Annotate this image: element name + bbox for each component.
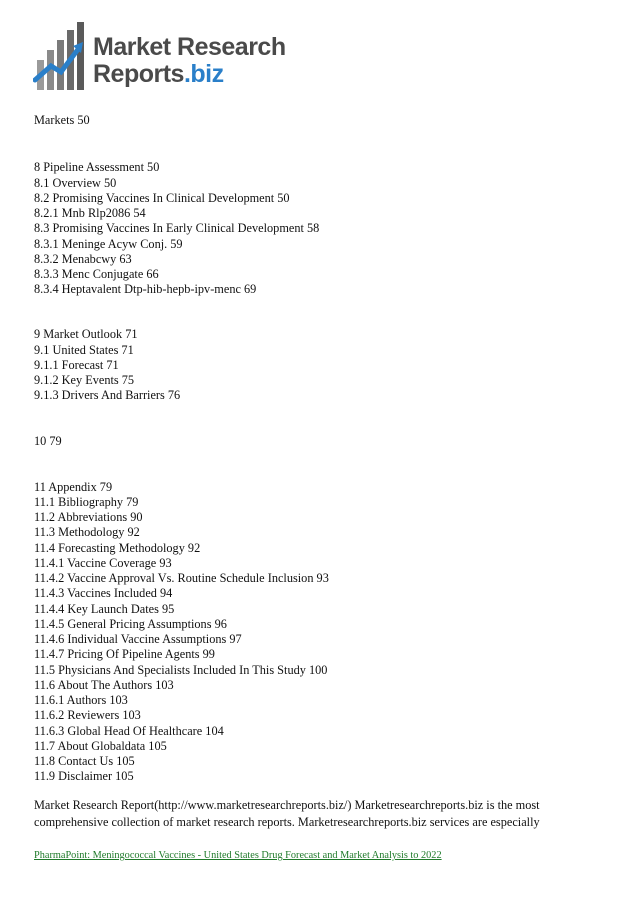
toc-line: 11.7 About Globaldata 105 (34, 739, 167, 753)
toc-line: 11.6.2 Reviewers 103 (34, 708, 141, 722)
toc-line: 8.3.4 Heptavalent Dtp-hib-hepb-ipv-menc 69 (34, 282, 257, 296)
toc-line: 8.1 Overview 50 (34, 176, 117, 190)
toc-line: 8.3.3 Menc Conjugate 66 (34, 267, 159, 281)
toc-line: 8 Pipeline Assessment 50 (34, 160, 160, 174)
site-logo (33, 18, 286, 96)
toc-line: 10 79 (34, 434, 62, 448)
toc-line: 11.6.3 Global Head Of Healthcare 104 (34, 724, 224, 738)
toc-line: 11.4.6 Individual Vaccine Assumptions 97 (34, 632, 242, 646)
toc-line: 8.2 Promising Vaccines In Clinical Development 50 (34, 191, 290, 205)
bar-chart-logo-icon (33, 18, 95, 96)
toc-line: 8.3 Promising Vaccines In Early Clinical Development 58 (34, 221, 320, 235)
toc-line: 9.1.2 Key Events 75 (34, 373, 135, 387)
toc-line: 11.4.1 Vaccine Coverage 93 (34, 556, 172, 570)
toc-line: 8.3.2 Menabcwy 63 (34, 252, 132, 266)
footer-report-link[interactable]: PharmaPoint: Meningococcal Vaccines - United States Drug Forecast and Market Analysis to 2022 (34, 850, 442, 861)
logo-text-line2 (93, 60, 224, 89)
logo-text-reports: Reports (93, 60, 184, 88)
toc-line: 11.2 Abbreviations 90 (34, 510, 143, 524)
logo-text-biz: .biz (183, 60, 224, 88)
toc-line: 11.8 Contact Us 105 (34, 754, 135, 768)
toc-line: 11.4.4 Key Launch Dates 95 (34, 602, 175, 616)
logo-text-line1: Market Research (93, 33, 286, 61)
toc-line: 11.5 Physicians And Specialists Included In This Study 100 (34, 663, 328, 677)
toc-line: 11.1 Bibliography 79 (34, 495, 139, 509)
toc-line: 11.3 Methodology 92 (34, 525, 140, 539)
toc-line: 8.2.1 Mnb Rlp2086 54 (34, 206, 146, 220)
toc-line: 9.1.3 Drivers And Barriers 76 (34, 388, 181, 402)
toc-line: 9 Market Outlook 71 (34, 327, 138, 341)
toc-line: 11 Appendix 79 (34, 480, 113, 494)
toc-line: 11.4 Forecasting Methodology 92 (34, 541, 201, 555)
toc-line: 11.4.5 General Pricing Assumptions 96 (34, 617, 227, 631)
toc-line: 11.9 Disclaimer 105 (34, 769, 134, 783)
toc-line: 11.6 About The Authors 103 (34, 678, 174, 692)
toc-line: 11.6.1 Authors 103 (34, 693, 128, 707)
toc-line: 11.4.2 Vaccine Approval Vs. Routine Schedule Inclusion 93 (34, 571, 329, 585)
toc-line: Markets 50 (34, 113, 90, 127)
toc-line: 9.1 United States 71 (34, 343, 134, 357)
toc-line: 11.4.7 Pricing Of Pipeline Agents 99 (34, 647, 215, 661)
toc-line: 9.1.1 Forecast 71 (34, 358, 119, 372)
intro-paragraph: Market Research Report(http://www.marketresearchreports.biz/) Marketresearchreports.biz is the most comprehensive collection of market research reports. Marketresearchreports.biz services are especially (34, 798, 540, 829)
toc-line: 8.3.1 Meninge Acyw Conj. 59 (34, 237, 183, 251)
toc-line: 11.4.3 Vaccines Included 94 (34, 586, 173, 600)
